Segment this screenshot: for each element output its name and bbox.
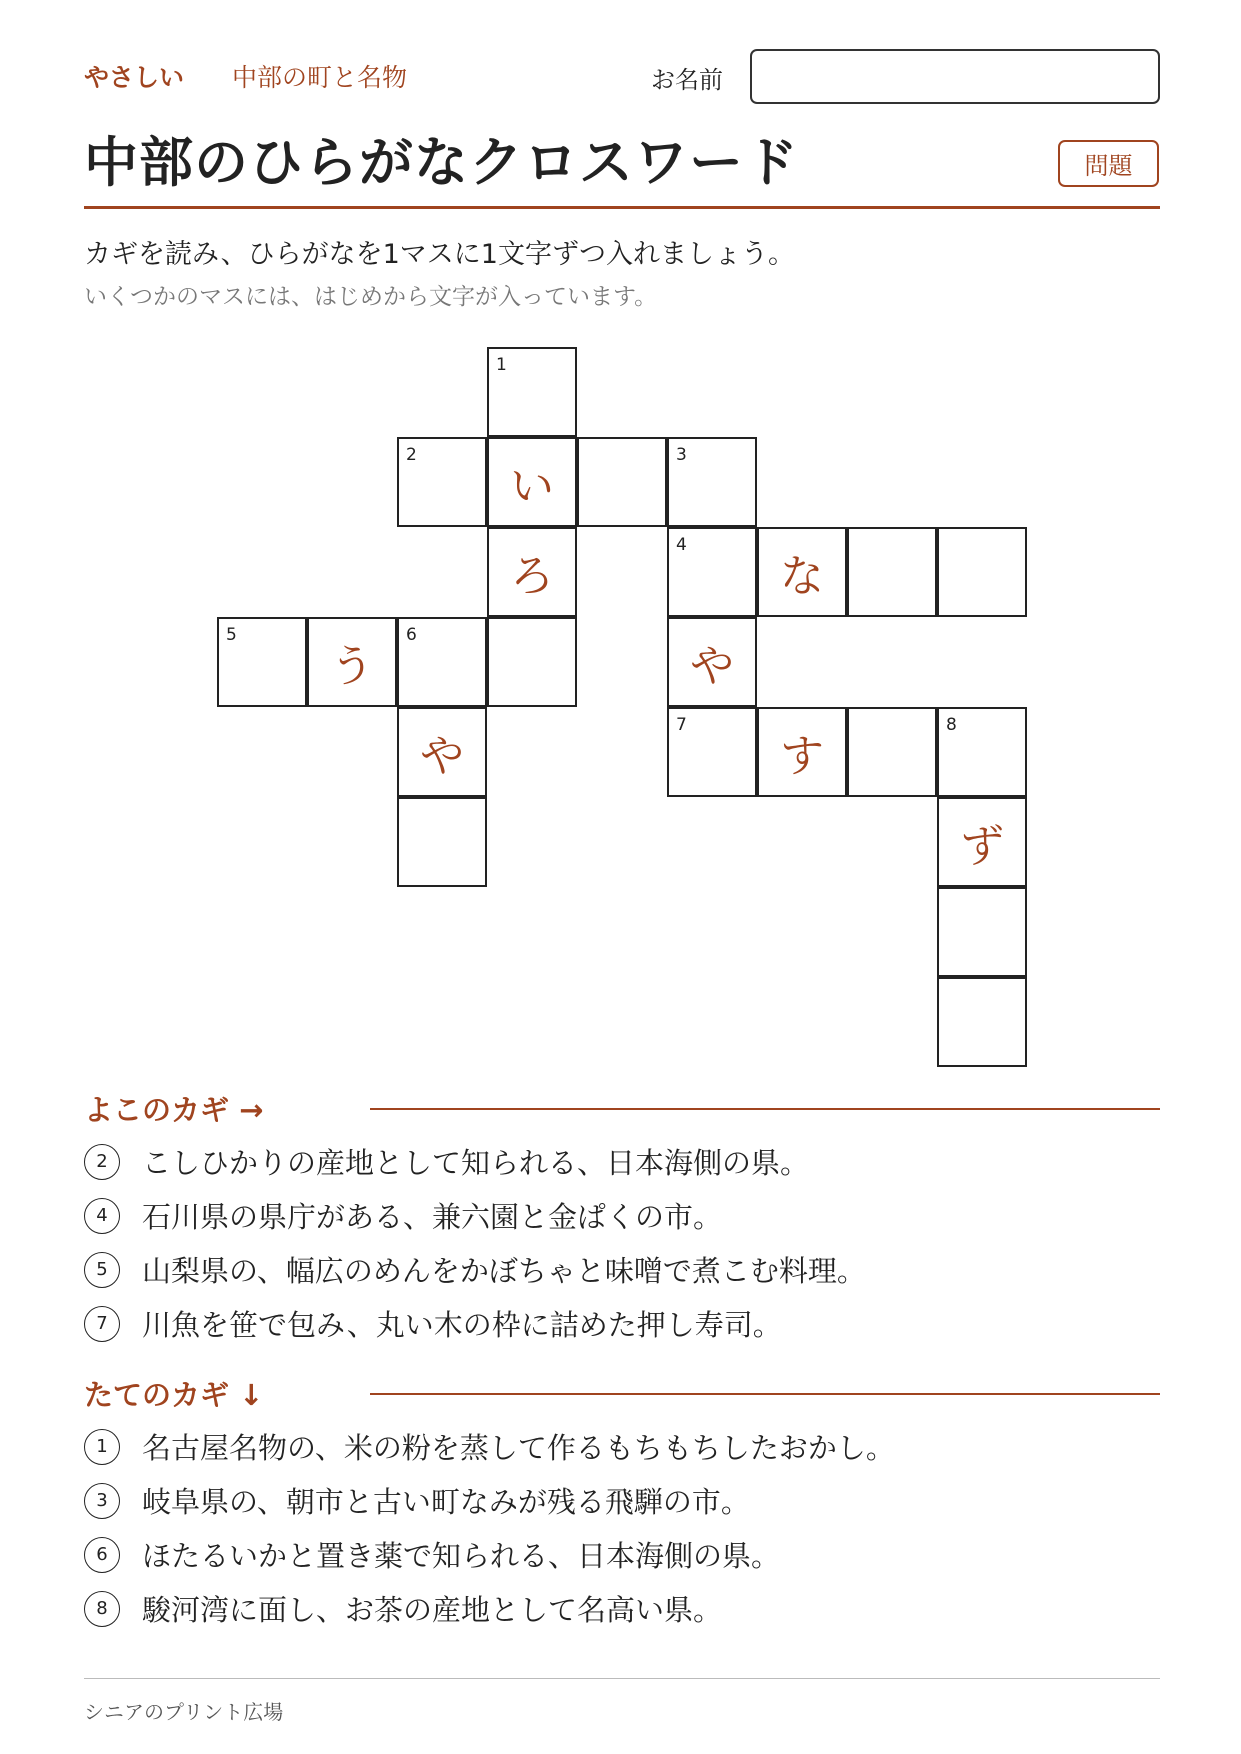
instruction-sub: いくつかのマスには、はじめから文字が入っています。 — [84, 284, 658, 310]
grid-cell[interactable]: 3 — [667, 437, 757, 527]
clue-item — [84, 1480, 750, 1521]
across-heading: よこのカギ → — [84, 1093, 264, 1127]
grid-cell[interactable]: ろ — [487, 527, 577, 617]
grid-cell[interactable]: 2 — [397, 437, 487, 527]
clue-text: 川魚を笹で包み、丸い木の枠に詰めた押し寿司。 — [142, 1308, 782, 1342]
grid-cell[interactable] — [397, 797, 487, 887]
grid-cell[interactable]: 4 — [667, 527, 757, 617]
clue-number: 1 — [84, 1429, 120, 1465]
instruction-main: カギを読み、ひらがなを1マスに1文字ずつ入れましょう。 — [84, 239, 795, 270]
grid-cell[interactable]: 1 — [487, 347, 577, 437]
clue-number: 7 — [84, 1306, 120, 1342]
grid-cell[interactable] — [577, 437, 667, 527]
clue-item — [84, 1195, 722, 1236]
topic-label: 中部の町と名物 — [232, 63, 408, 92]
clue-number: 3 — [84, 1483, 120, 1519]
grid-cell[interactable]: 5 — [217, 617, 307, 707]
grid-cell[interactable] — [937, 527, 1027, 617]
grid-cell[interactable]: 7 — [667, 707, 757, 797]
grid-cell[interactable] — [937, 977, 1027, 1067]
down-heading: たてのカギ ↓ — [84, 1378, 264, 1412]
grid-cell[interactable]: な — [757, 527, 847, 617]
clue-item — [84, 1426, 895, 1467]
clue-text: 岐阜県の、朝市と古い町なみが残る飛騨の市。 — [142, 1485, 750, 1519]
clue-item — [84, 1534, 780, 1575]
clue-item — [84, 1588, 722, 1629]
across-divider — [370, 1108, 1160, 1110]
grid-cell[interactable] — [847, 707, 937, 797]
grid-cell[interactable]: 6 — [397, 617, 487, 707]
clue-text: 石川県の県庁がある、兼六園と金ぱくの市。 — [142, 1200, 723, 1234]
grid-cell[interactable]: う — [307, 617, 397, 707]
clue-item — [84, 1249, 866, 1290]
grid-cell[interactable]: す — [757, 707, 847, 797]
grid-cell[interactable]: や — [397, 707, 487, 797]
clue-text: こしひかりの産地として知られる、日本海側の県。 — [142, 1146, 810, 1180]
clue-text: 名古屋名物の、米の粉を蒸して作るもちもちしたおかし。 — [142, 1431, 895, 1465]
clue-item — [84, 1141, 809, 1182]
clue-number: 8 — [84, 1591, 120, 1627]
grid-cell[interactable] — [847, 527, 937, 617]
clue-number: 2 — [84, 1144, 120, 1180]
difficulty-label: やさしい — [84, 63, 185, 92]
down-divider — [370, 1393, 1160, 1395]
footer-credit: シニアのプリント広場 — [84, 1700, 284, 1724]
clue-number: 6 — [84, 1537, 120, 1573]
clue-item — [84, 1303, 782, 1344]
grid-cell[interactable]: 8 — [937, 707, 1027, 797]
grid-cell[interactable] — [487, 617, 577, 707]
clue-text: ほたるいかと置き薬で知られる、日本海側の県。 — [142, 1539, 781, 1573]
clue-text: 駿河湾に面し、お茶の産地として名高い県。 — [142, 1593, 723, 1627]
grid-cell[interactable]: や — [667, 617, 757, 707]
clue-number: 4 — [84, 1198, 120, 1234]
grid-cell[interactable]: ず — [937, 797, 1027, 887]
page-title: 中部のひらがなクロスワード — [84, 131, 799, 194]
grid-cell[interactable] — [937, 887, 1027, 977]
problem-badge: 問題 — [1058, 140, 1159, 187]
name-label: お名前 — [651, 66, 723, 94]
footer-divider — [84, 1678, 1160, 1679]
grid-cell[interactable]: い — [487, 437, 577, 527]
clue-text: 山梨県の、幅広のめんをかぼちゃと味噌で煮こむ料理。 — [142, 1254, 866, 1288]
clue-number: 5 — [84, 1252, 120, 1288]
